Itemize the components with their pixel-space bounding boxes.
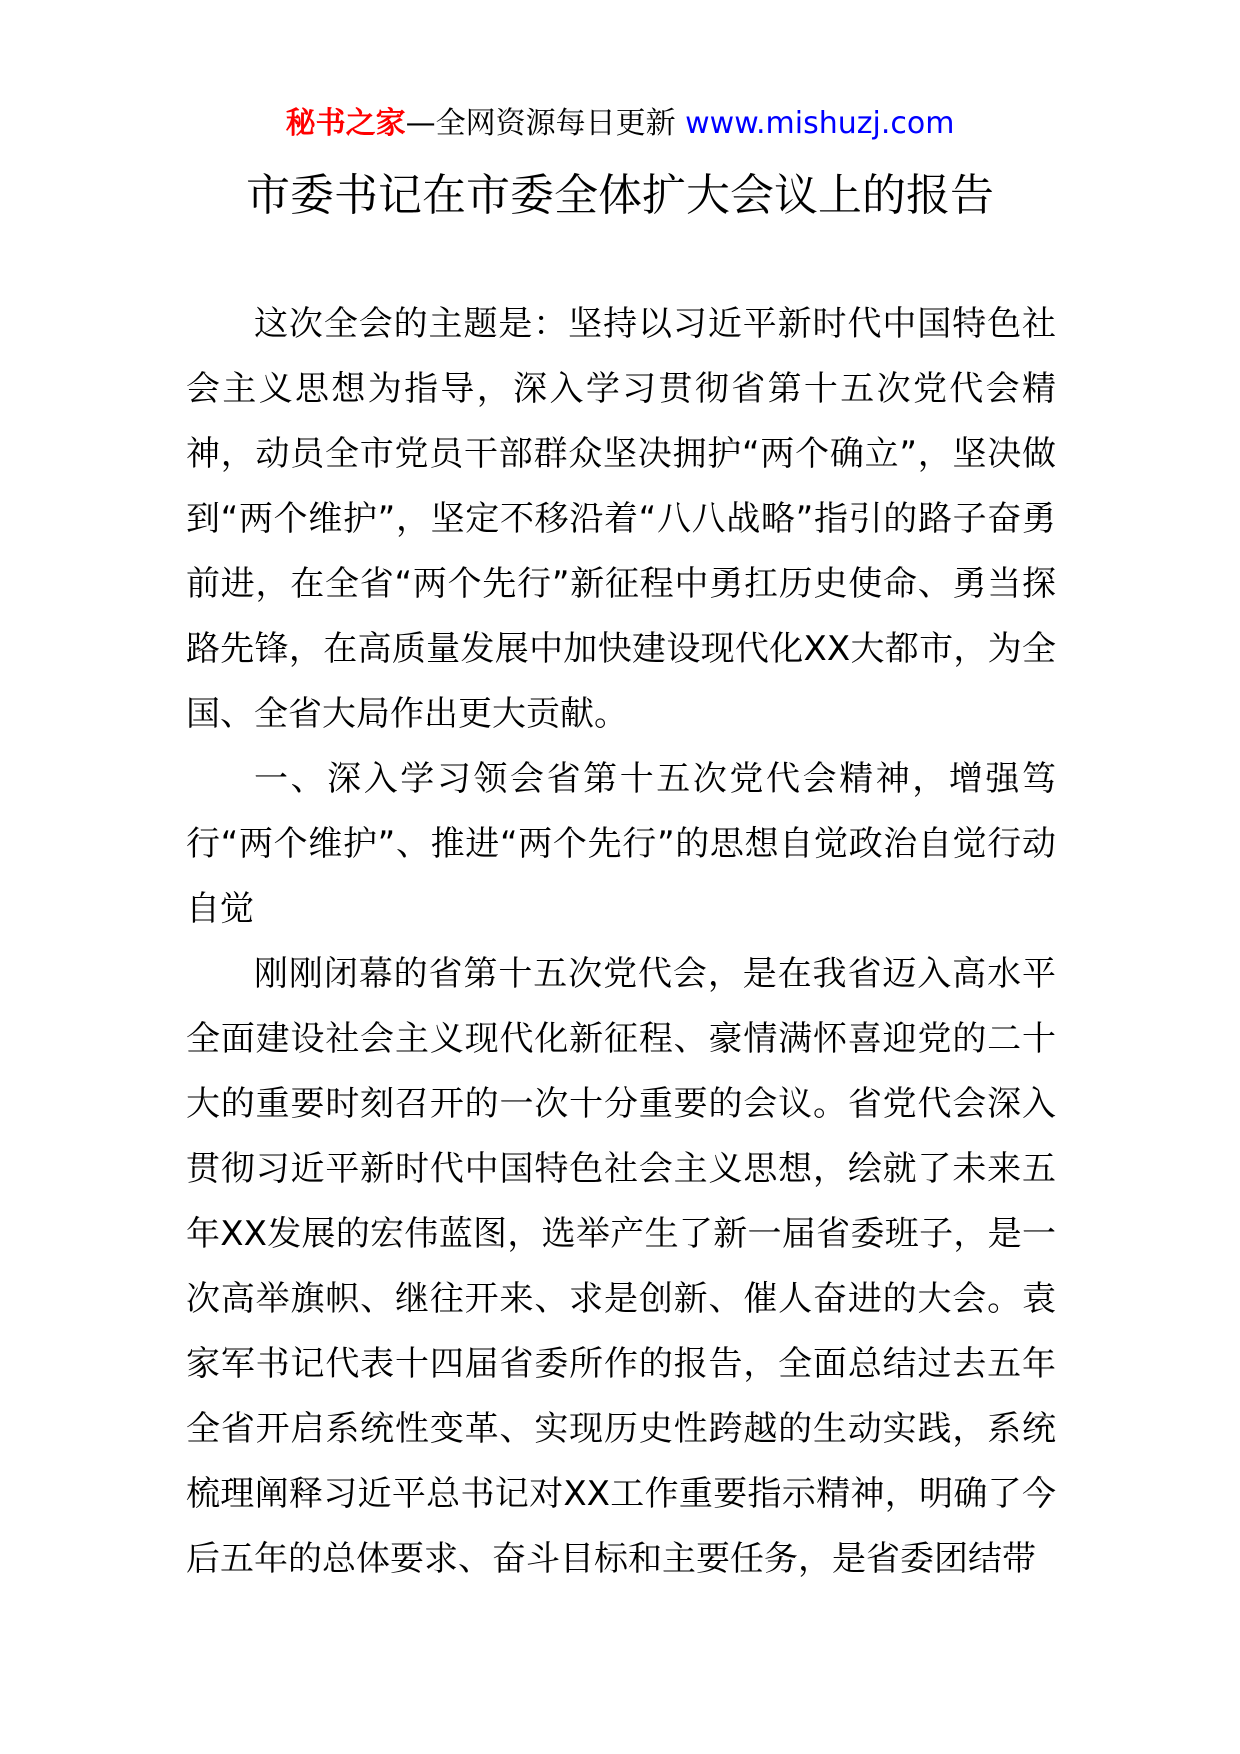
document-title: 市委书记在市委全体扩大会议上的报告 — [246, 170, 994, 221]
site-brand: 秘书之家 — [285, 106, 406, 141]
section-heading-1: 一、深入学习领会省第十五次党代会精神，增强笃行“两个维护”、推进“两个先行”的思想自觉政治自觉行动自觉 — [186, 759, 1056, 929]
site-url-link[interactable]: www.mishuzj.com — [685, 106, 955, 141]
site-tagline: —全网资源每日更新 — [405, 106, 686, 141]
paragraph-intro: 这次全会的主题是：坚持以习近平新时代中国特色社会主义思想为指导，深入学习贯彻省第十五次党代会精神，动员全市党员干部群众坚决拥护“两个确立”，坚决做到“两个维护”，坚定不移沿着“八八战略”指引的路子奋勇前进，在全省“两个先行”新征程中勇扛历史使命、勇当探路先锋，在高质量发展中加快建设现代化XX大都市，为全国、全省大局作出更大贡献。 — [186, 304, 1056, 734]
document-body — [186, 292, 1056, 1592]
site-header — [0, 104, 1240, 144]
paragraph-section-1: 刚刚闭幕的省第十五次党代会，是在我省迈入高水平全面建设社会主义现代化新征程、豪情满怀喜迎党的二十大的重要时刻召开的一次十分重要的会议。省党代会深入贯彻习近平新时代中国特色社会主义思想，绘就了未来五年XX发展的宏伟蓝图，选举产生了新一届省委班子，是一次高举旗帜、继往开来、求是创新、催人奋进的大会。袁家军书记代表十四届省委所作的报告，全面总结过去五年全省开启系统性变革、实现历史性跨越的生动实践，系统梳理阐释习近平总书记对XX工作重要指示精神，明确了今后五年的总体要求、奋斗目标和主要任务，是省委团结带 — [186, 954, 1056, 1579]
